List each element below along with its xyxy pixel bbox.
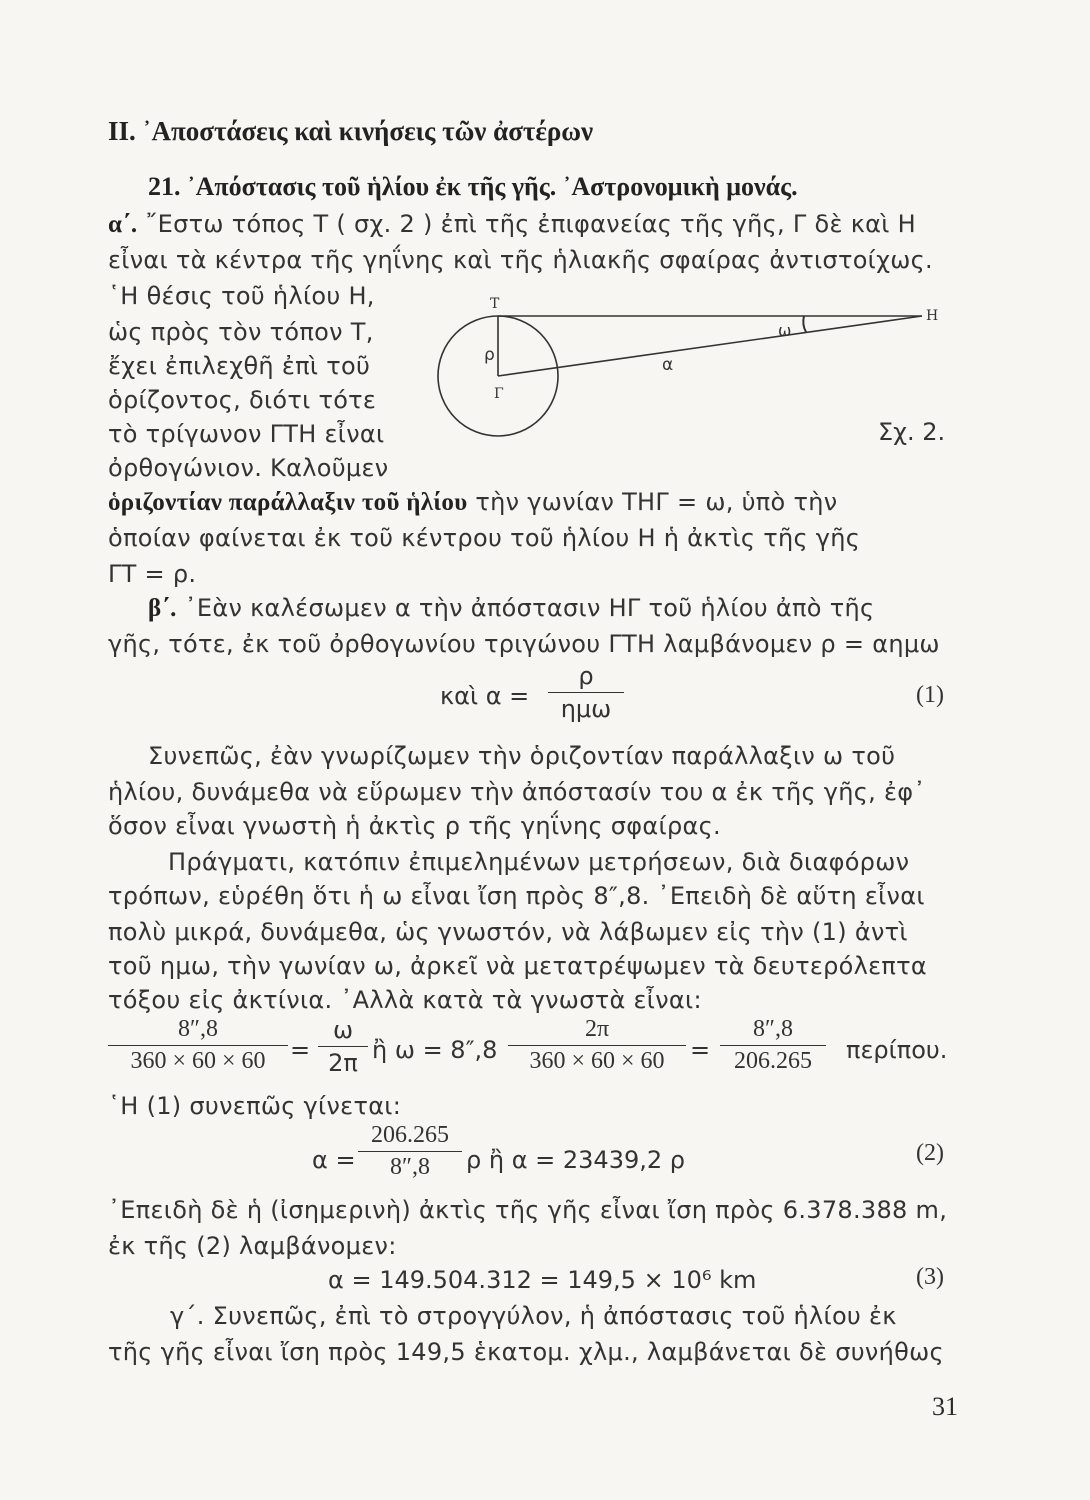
conv-fraction-1 — [108, 1016, 288, 1075]
para-a-text-1: ῎Εστω τόπος Τ ( σχ. 2 ) ἐπὶ τῆς ἐπιφανείας τῆς γῆς, Γ δὲ καὶ Η — [145, 210, 916, 238]
conv-f3-bar — [508, 1045, 686, 1046]
label-T: Τ — [490, 296, 500, 312]
eq2-denominator: 8″,8 — [390, 1154, 430, 1180]
para-a-line-4: ὡς πρὸς τὸν τόπον Τ, — [108, 318, 374, 346]
label-H: Η — [926, 308, 939, 324]
para-d-line-2: τρόπων, εὑρέθη ὅτι ἡ ω εἶναι ἴση πρὸς 8″,8. ᾿Επειδὴ δὲ αὕτη εἶναι — [108, 882, 925, 910]
conv-middle: ἢ ω = 8″,8 — [372, 1036, 498, 1064]
eq1-bar — [548, 692, 624, 693]
para-b-line-2: γῆς, τότε, ἐκ τοῦ ὀρθογωνίου τριγώνου ΓΤΗ λαμβάνομεν ρ = αημω — [108, 630, 940, 658]
conv-f2-numerator: ω — [332, 1016, 354, 1044]
conv-f4-numerator: 8″,8 — [753, 1016, 793, 1042]
page-number: 31 — [932, 1392, 958, 1421]
line-h1: ῾Η (1) συνεπῶς γίνεται: — [108, 1092, 402, 1120]
para-a-line-9 — [108, 488, 837, 517]
para-a-line-1 — [108, 210, 916, 239]
para-a-line-10: ὁποίαν φαίνεται ἐκ τοῦ κέντρου τοῦ ἡλίου Η ἡ ἀκτὶς τῆς γῆς — [108, 524, 861, 552]
conv-fraction-3 — [508, 1016, 686, 1075]
conv-f3-denominator: 360 × 60 × 60 — [529, 1048, 665, 1074]
para-a-text-9: τὴν γωνίαν ΤΗΓ = ω, ὑπὸ τὴν — [467, 488, 838, 516]
conv-f4-bar — [720, 1045, 826, 1046]
para-a-line-11: ΓΤ = ρ. — [108, 560, 197, 588]
para-c-line-1: Συνεπῶς, ἐὰν γνωρίζωμεν τὴν ὁριζοντίαν παράλλαξιν ω τοῦ — [148, 742, 896, 770]
conv-f3-numerator: 2π — [584, 1016, 610, 1042]
para-f-line-1: γ΄. Συνεπῶς, ἐπὶ τὸ στρογγύλον, ἡ ἀπόστασις τοῦ ἡλίου ἐκ — [170, 1302, 897, 1330]
label-omega: ω — [778, 321, 792, 340]
para-c-line-2: ἡλίου, δυνάμεθα νὰ εὕρωμεν τὴν ἀπόστασίν του α ἐκ τῆς γῆς, ἐφ᾿ — [108, 778, 926, 806]
eq1-numerator: ρ — [578, 662, 594, 690]
para-b-line-1 — [148, 594, 874, 623]
conv-equals-1: = — [290, 1036, 311, 1064]
section-title: 21. ᾿Απόστασις τοῦ ἡλίου ἐκ τῆς γῆς. ᾿Αστρονομικὴ μονάς. — [148, 172, 798, 201]
eq2-fraction — [358, 1122, 462, 1181]
para-a-label: α΄. — [108, 211, 138, 238]
eq3-tag: (3) — [916, 1264, 944, 1290]
label-rho: ρ — [484, 345, 495, 365]
conv-equals-2: = — [690, 1036, 711, 1064]
para-d-line-5: τόξου εἰς ἀκτίνια. ᾿Αλλὰ κατὰ τὰ γνωστὰ εἶναι: — [108, 986, 702, 1014]
para-a-line-2: εἶναι τὰ κέντρα τῆς γηΐνης καὶ τῆς ἡλιακῆς σφαίρας ἀντιστοίχως. — [108, 246, 933, 274]
para-d-line-4: τοῦ ημω, τὴν γωνίαν ω, ἀρκεῖ νὰ μετατρέψωμεν τὰ δευτερόλεπτα — [108, 952, 928, 980]
para-d-line-3: πολὺ μικρά, δυνάμεθα, ὡς γνωστόν, νὰ λάβωμεν εἰς τὴν (1) ἀντὶ — [108, 918, 908, 946]
eq3-text: α = 149.504.312 = 149,5 × 10⁶ km — [328, 1266, 757, 1294]
conv-fraction-2 — [318, 1016, 368, 1077]
para-a-line-3: ῾Η θέσις τοῦ ἡλίου Η, — [108, 282, 375, 310]
para-a-line-6: ὁρίζοντος, διότι τότε — [108, 386, 377, 414]
distance-line — [498, 316, 922, 376]
eq2-prefix: α = — [312, 1146, 356, 1174]
eq1-fraction — [548, 662, 624, 723]
para-a-line-5: ἔχει ἐπιλεχθῆ ἐπὶ τοῦ — [108, 352, 371, 380]
conv-f1-numerator: 8″,8 — [178, 1016, 218, 1042]
parallax-term: ὁριζοντίαν παράλλαξιν τοῦ ἡλίου — [108, 489, 468, 516]
conv-f2-bar — [318, 1046, 368, 1047]
figure-caption: Σχ. 2. — [878, 418, 946, 446]
para-a-line-8: ὀρθογώνιον. Καλοῦμεν — [108, 454, 389, 482]
eq1-tag: (1) — [916, 682, 944, 708]
para-e-line-2: ἐκ τῆς (2) λαμβάνομεν: — [108, 1232, 397, 1260]
para-e-line-1: ᾿Επειδὴ δὲ ἡ (ἰσημερινὴ) ἀκτὶς τῆς γῆς εἶναι ἴση πρὸς 6.378.388 m, — [108, 1196, 948, 1224]
para-b-text-1: ᾿Εὰν καλέσωμεν α τὴν ἀπόστασιν ΗΓ τοῦ ἡλίου ἀπὸ τῆς — [184, 594, 875, 622]
figure-2-diagram — [430, 290, 950, 450]
label-alpha: α — [662, 355, 674, 375]
label-G: Γ — [494, 386, 504, 402]
para-a-line-7: τὸ τρίγωνον ΓΤΗ εἶναι — [108, 420, 385, 448]
eq2-after: ρ ἢ α = 23439,2 ρ — [466, 1146, 685, 1174]
conv-fraction-4 — [720, 1016, 826, 1075]
para-f-line-2: τῆς γῆς εἶναι ἴση πρὸς 149,5 ἑκατομ. χλμ., λαμβάνεται δὲ συνήθως — [108, 1338, 944, 1366]
eq2-tag: (2) — [916, 1140, 944, 1166]
eq2-bar — [358, 1151, 462, 1152]
eq1-denominator: ημω — [560, 695, 612, 723]
chapter-title: II. ᾿Αποστάσεις καὶ κινήσεις τῶν ἀστέρων — [108, 116, 594, 146]
eq1-prefix: καὶ α = — [440, 682, 530, 710]
conv-f2-denominator: 2π — [328, 1049, 358, 1077]
conv-f1-bar — [108, 1045, 288, 1046]
para-d-line-1: Πράγματι, κατόπιν ἐπιμελημένων μετρήσεων, διὰ διαφόρων — [168, 848, 910, 876]
angle-omega-arc — [803, 316, 806, 332]
para-b-label: β΄. — [148, 595, 177, 622]
eq2-numerator: 206.265 — [371, 1122, 449, 1148]
conv-f1-denominator: 360 × 60 × 60 — [130, 1048, 266, 1074]
conv-f4-denominator: 206.265 — [734, 1048, 812, 1074]
conv-suffix: περίπου. — [846, 1036, 948, 1064]
para-c-line-3: ὅσον εἶναι γνωστὴ ἡ ἀκτὶς ρ τῆς γηΐνης σφαίρας. — [108, 812, 721, 840]
